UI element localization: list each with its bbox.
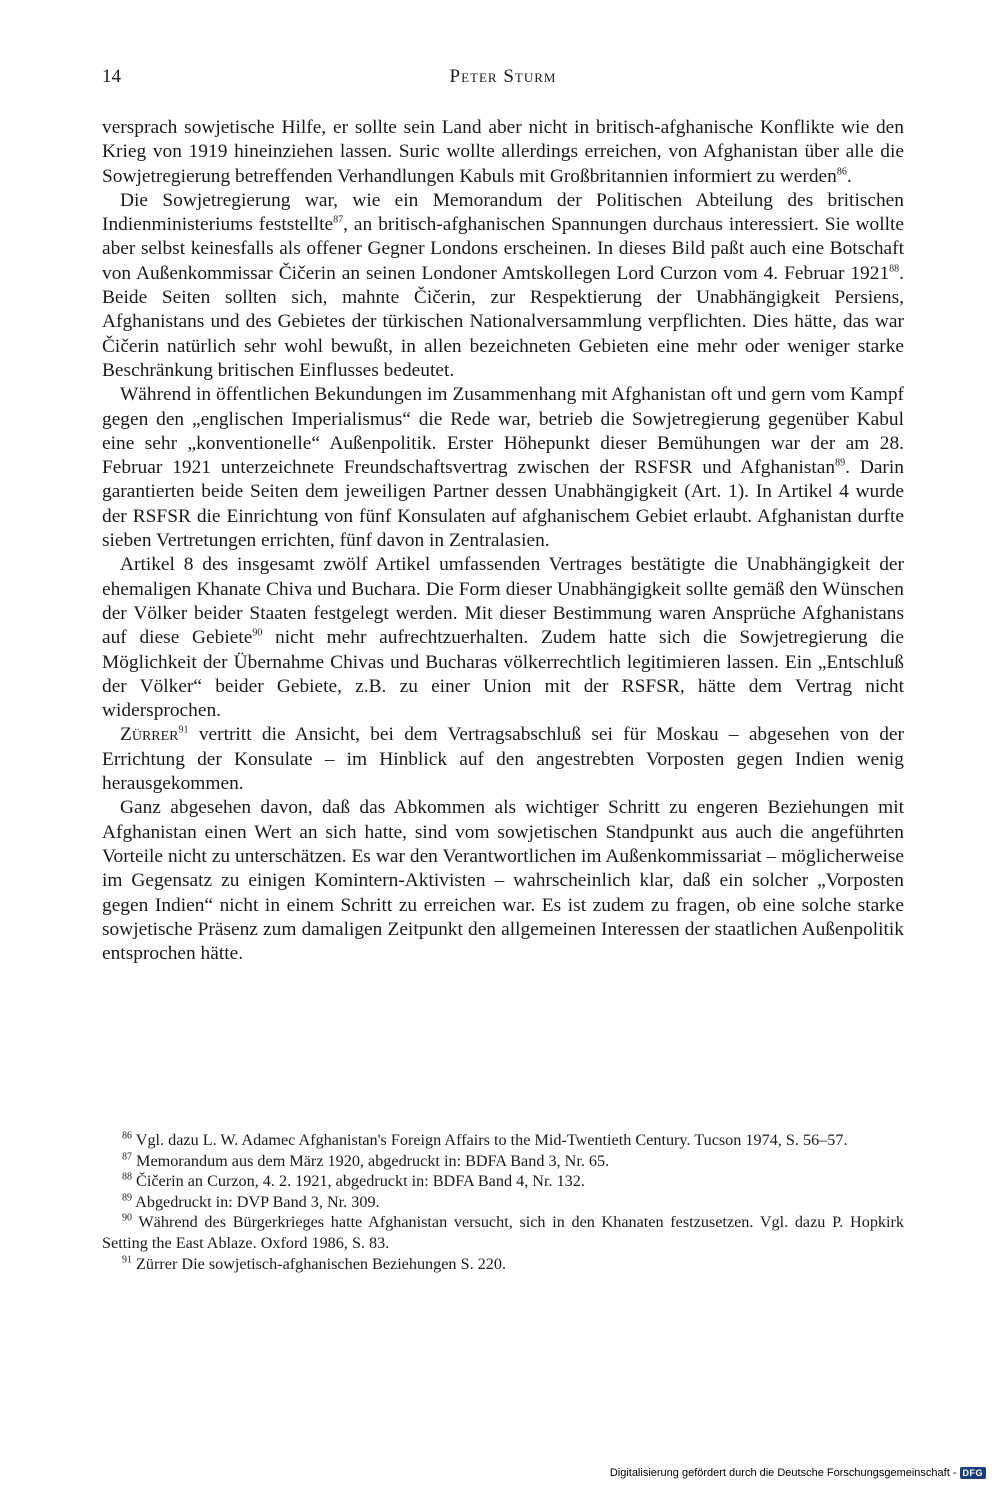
paragraph: versprach sowjetische Hilfe, er sollte sein Land aber nicht in britisch-afghanische Konflikte wie den Krieg von 1919 hineinziehen lassen. Suric wollte allerdings erreichen, von Afghanistan über alle die Sowjetregierung betreffenden Verhandlungen Kabuls mit Großbritannien informiert zu werden$^{86}$. [102,117,904,187]
page-number: 14 [102,66,121,87]
paragraph: Ganz abgesehen davon, daß das Abkommen als wichtiger Schritt zu engeren Beziehungen mit Afghanistan einen Wert an sich hatte, sind vom sowjetischen Standpunkt aus auch die angeführten Vorteile nicht zu unterschätzen. Es war den Verantwortlichen im Außenkommissariat – möglicherweise im Gegensatz zu einigen Komintern-Aktivisten – wahrscheinlich klar, daß ein solcher „Vorposten gegen Indien“ nicht in einem Schritt zu erreichen war. Es ist zudem zu fragen, ob eine solche starke sowjetische Präsenz zum damaligen Zeitpunkt den allgemeinen Interessen der staatlichen Außenpolitik entsprochen hätte. [102,797,904,965]
main-text [102,116,904,966]
footnote-ref[interactable]: 88 [889,263,900,275]
footnote-ref[interactable]: 86 [836,166,847,178]
credit-text: Digitalisierung gefördert durch die Deutsche Forschungsgemeinschaft - [609,1467,957,1479]
page-header [102,66,904,96]
footnote-ref[interactable]: 89 [835,457,846,469]
footnote: $^{87}$ Memorandum aus dem März 1920, abgedruckt in: BDFA Band 3, Nr. 65. [122,1151,610,1170]
footnote: $^{90}$ Während des Bürgerkrieges hatte Afghanistan versucht, sich in den Khanaten festzusetzen. Vgl. dazu P. Hopkirk Setting the East Ablaze. Oxford 1986, S. 83. [102,1212,904,1252]
footnotes [102,1130,904,1274]
footnote-ref[interactable]: 91 [178,724,189,736]
author-name: Zürrer [120,724,179,746]
paragraph: Die Sowjetregierung war, wie ein Memorandum der Politischen Abteilung des britischen Indienministeriums feststellte$^{87}$, an britisch-afghanischen Spannungen durchaus interessiert. Sie wollte aber selbst keinesfalls als offener Gegner Londons erscheinen. In dieses Bild paßt auch eine Botschaft von Außenkommissar Čičerin an seinen Londoner Amtskollegen Lord Curzon vom 4. Februar 1921$^{88}$. Beide Seiten sollten sich, mahnte Čičerin, zur Respektierung der Unabhängigkeit Persiens, Afghanistans und des Gebietes der türkischen Nationalversammlung verpflichten. Dies hätte, das war Čičerin natürlich sehr wohl bewußt, in allen bezeichneten Gebieten eine mehr oder weniger starke Beschränkung britischen Einflusses bedeutet. [102,189,905,381]
running-head: Peter Sturm [449,66,557,87]
paragraph: Während in öffentlichen Bekundungen im Zusammenhang mit Afghanistan oft und gern vom Kampf gegen den „englischen Imperialismus“ die Rede war, betrieb die Sowjetregierung gegenüber Kabul eine sehr „konventionelle“ Außenpolitik. Erster Höhepunkt dieser Bemühungen war der am 28. Februar 1921 unterzeichnete Freundschaftsvertrag zwischen der RSFSR und Afghanistan$^{89}$. Darin garantierten beide Seiten dem jeweiligen Partner dessen Unabhängigkeit (Art. 1). In Artikel 4 wurde der RSFSR die Einrichtung von fünf Konsulaten auf afghanischem Gebiet erlaubt. Afghanistan durfte sieben Vertretungen errichten, fünf davon in Zentralasien. [102,384,904,552]
paragraph: Zürrer$^{91}$ vertritt die Ansicht, bei dem Vertragsabschluß sei für Moskau – abgesehen von der Errichtung der Konsulate – im Hinblick auf den angestrebten Vorposten gegen Indien wenig herausgekommen. [102,724,904,795]
digitization-credit [610,1467,986,1479]
footnote: $^{89}$ Abgedruckt in: DVP Band 3, Nr. 309. [122,1192,380,1211]
dfg-logo-icon: DFG [960,1467,987,1479]
footnote-ref[interactable]: 87 [333,214,344,226]
footnote: $^{86}$ Vgl. dazu L. W. Adamec Afghanistan's Foreign Affairs to the Mid-Twentieth Century. Tucson 1974, S. 56–57. [122,1130,848,1149]
paragraph: Artikel 8 des insgesamt zwölf Artikel umfassenden Vertrages bestätigte die Unabhängigkeit der ehemaligen Khanate Chiva und Buchara. Die Form dieser Unabhängigkeit sollte gemäß den Wünschen der Völker beider Staaten festgelegt werden. Mit dieser Bestimmung waren Ansprüche Afghanistans auf diese Gebiete$^{90}$ nicht mehr aufrechtzuerhalten. Zudem hatte sich die Sowjetregierung die Möglichkeit der Übernahme Chivas und Bucharas völkerrechtlich legitimieren lassen. Ein „Entschluß der Völker“ beider Gebiete, z.B. zu einer Union mit der RSFSR, hätte dem Vertrag nicht widersprochen. [102,554,904,722]
footnote: $^{88}$ Čičerin an Curzon, 4. 2. 1921, abgedruckt in: BDFA Band 4, Nr. 132. [122,1171,585,1191]
footnote-ref[interactable]: 90 [252,627,263,639]
footnote: $^{91}$ Zürrer Die sowjetisch-afghanischen Beziehungen S. 220. [122,1254,506,1273]
